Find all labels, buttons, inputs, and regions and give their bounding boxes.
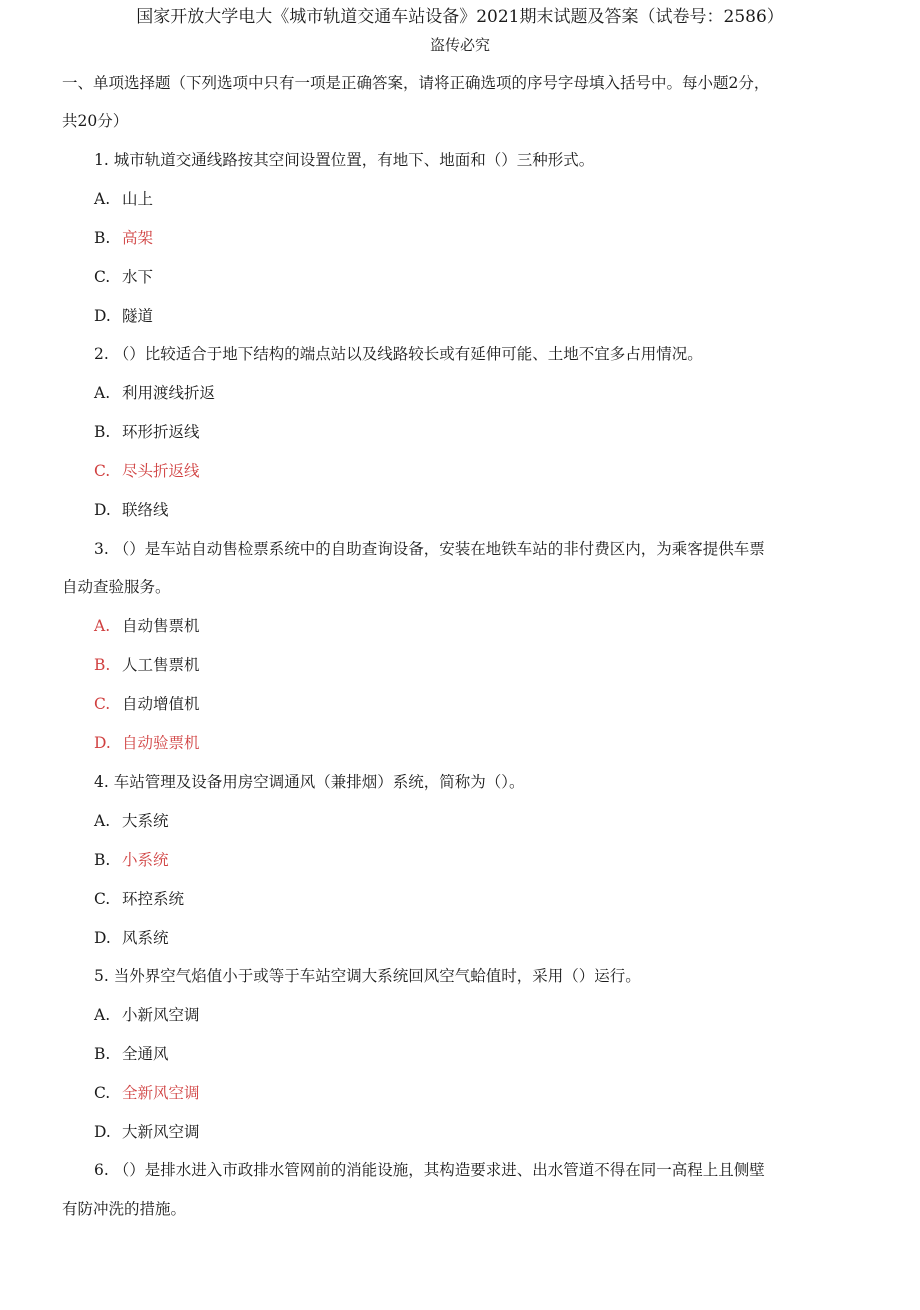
option-1a: [94, 188, 153, 210]
option-letter: B.: [94, 423, 111, 441]
option-letter: C.: [94, 462, 111, 480]
option-letter: C.: [94, 268, 111, 286]
option-2c: [94, 460, 200, 482]
option-1b: [94, 227, 153, 249]
question-stem-6: 6. （）是排水进入市政排水管网前的消能设施，其构造要求进、出水管道不得在同一高程上且侧壁: [94, 1161, 765, 1179]
option-letter: A.: [94, 384, 111, 402]
option-text: 自动增值机: [122, 695, 200, 713]
option-3c: [94, 693, 200, 715]
option-letter: C.: [94, 890, 111, 908]
option-letter: D.: [94, 1123, 111, 1141]
option-letter: A.: [94, 812, 111, 830]
option-letter: C.: [94, 695, 111, 713]
question-stem-2: 2. （）比较适合于地下结构的端点站以及线路较长或有延伸可能、土地不宜多占用情况。: [94, 345, 703, 363]
option-text: 环形折返线: [122, 423, 200, 441]
option-letter: B.: [94, 851, 111, 869]
option-text: 全通风: [122, 1045, 169, 1063]
option-letter: B.: [94, 656, 111, 674]
question-stem-4: 4. 车站管理及设备用房空调通风（兼排烟）系统，简称为（）。: [94, 773, 525, 791]
option-1d: [94, 305, 153, 327]
question-stem-1: 1. 城市轨道交通线路按其空间设置位置，有地下、地面和（）三种形式。: [94, 151, 595, 169]
option-text: 联络线: [122, 501, 169, 519]
option-letter: D.: [94, 501, 111, 519]
section-heading: 一、单项选择题（下列选项中只有一项是正确答案，请将正确选项的序号字母填入括号中。每小题2分，: [62, 74, 770, 92]
option-text: 风系统: [122, 929, 169, 947]
option-text-answer: 全新风空调: [122, 1084, 200, 1102]
option-5c: [94, 1082, 200, 1104]
option-2b: [94, 421, 200, 443]
option-letter: A.: [94, 1006, 111, 1024]
option-letter: B.: [94, 229, 111, 247]
option-text: 环控系统: [122, 890, 185, 908]
question-stem-3: 3. （）是车站自动售检票系统中的自助查询设备，安装在地铁车站的非付费区内，为乘客提供车票: [94, 540, 765, 558]
option-text-answer: 高架: [122, 229, 154, 247]
option-text: 利用渡线折返: [122, 384, 216, 402]
page-subtitle: 盗传必究: [429, 36, 490, 54]
option-4c: [94, 888, 184, 910]
option-letter: D.: [94, 734, 111, 752]
option-2d: [94, 499, 169, 521]
option-4b: [94, 849, 169, 871]
option-letter: C.: [94, 1084, 111, 1102]
option-3d: [94, 732, 200, 754]
option-text: 大新风空调: [122, 1123, 200, 1141]
option-text: 隧道: [122, 307, 154, 325]
option-letter: D.: [94, 307, 111, 325]
option-text: 大系统: [122, 812, 169, 830]
option-4a: [94, 810, 169, 832]
option-letter: B.: [94, 1045, 111, 1063]
option-letter: A.: [94, 617, 111, 635]
page-title: 国家开放大学电大《城市轨道交通车站设备》2021期末试题及答案（试卷号：2586）: [136, 7, 784, 27]
option-letter: A.: [94, 190, 111, 208]
option-letter: D.: [94, 929, 111, 947]
option-text: 人工售票机: [122, 656, 200, 674]
question-stem-3-cont: 自动查验服务。: [62, 578, 171, 596]
option-4d: [94, 927, 169, 949]
option-1c: [94, 266, 153, 288]
option-text: 山上: [122, 190, 154, 208]
question-stem-6-cont: 有防冲洗的措施。: [62, 1200, 187, 1218]
option-2a: [94, 382, 215, 404]
option-5b: [94, 1043, 169, 1065]
option-5d: [94, 1121, 200, 1143]
option-text-answer: 自动验票机: [122, 734, 200, 752]
question-stem-5: 5. 当外界空气焰值小于或等于车站空调大系统回风空气蛤值时，采用（）运行。: [94, 967, 641, 985]
option-text-answer: 小系统: [122, 851, 169, 869]
option-5a: [94, 1004, 200, 1026]
option-text-answer: 尽头折返线: [122, 462, 200, 480]
option-text: 小新风空调: [122, 1006, 200, 1024]
option-text: 自动售票机: [122, 617, 200, 635]
section-heading-cont: 共20分）: [62, 112, 129, 130]
option-3b: [94, 654, 200, 676]
option-3a: [94, 615, 200, 637]
option-text: 水下: [122, 268, 154, 286]
